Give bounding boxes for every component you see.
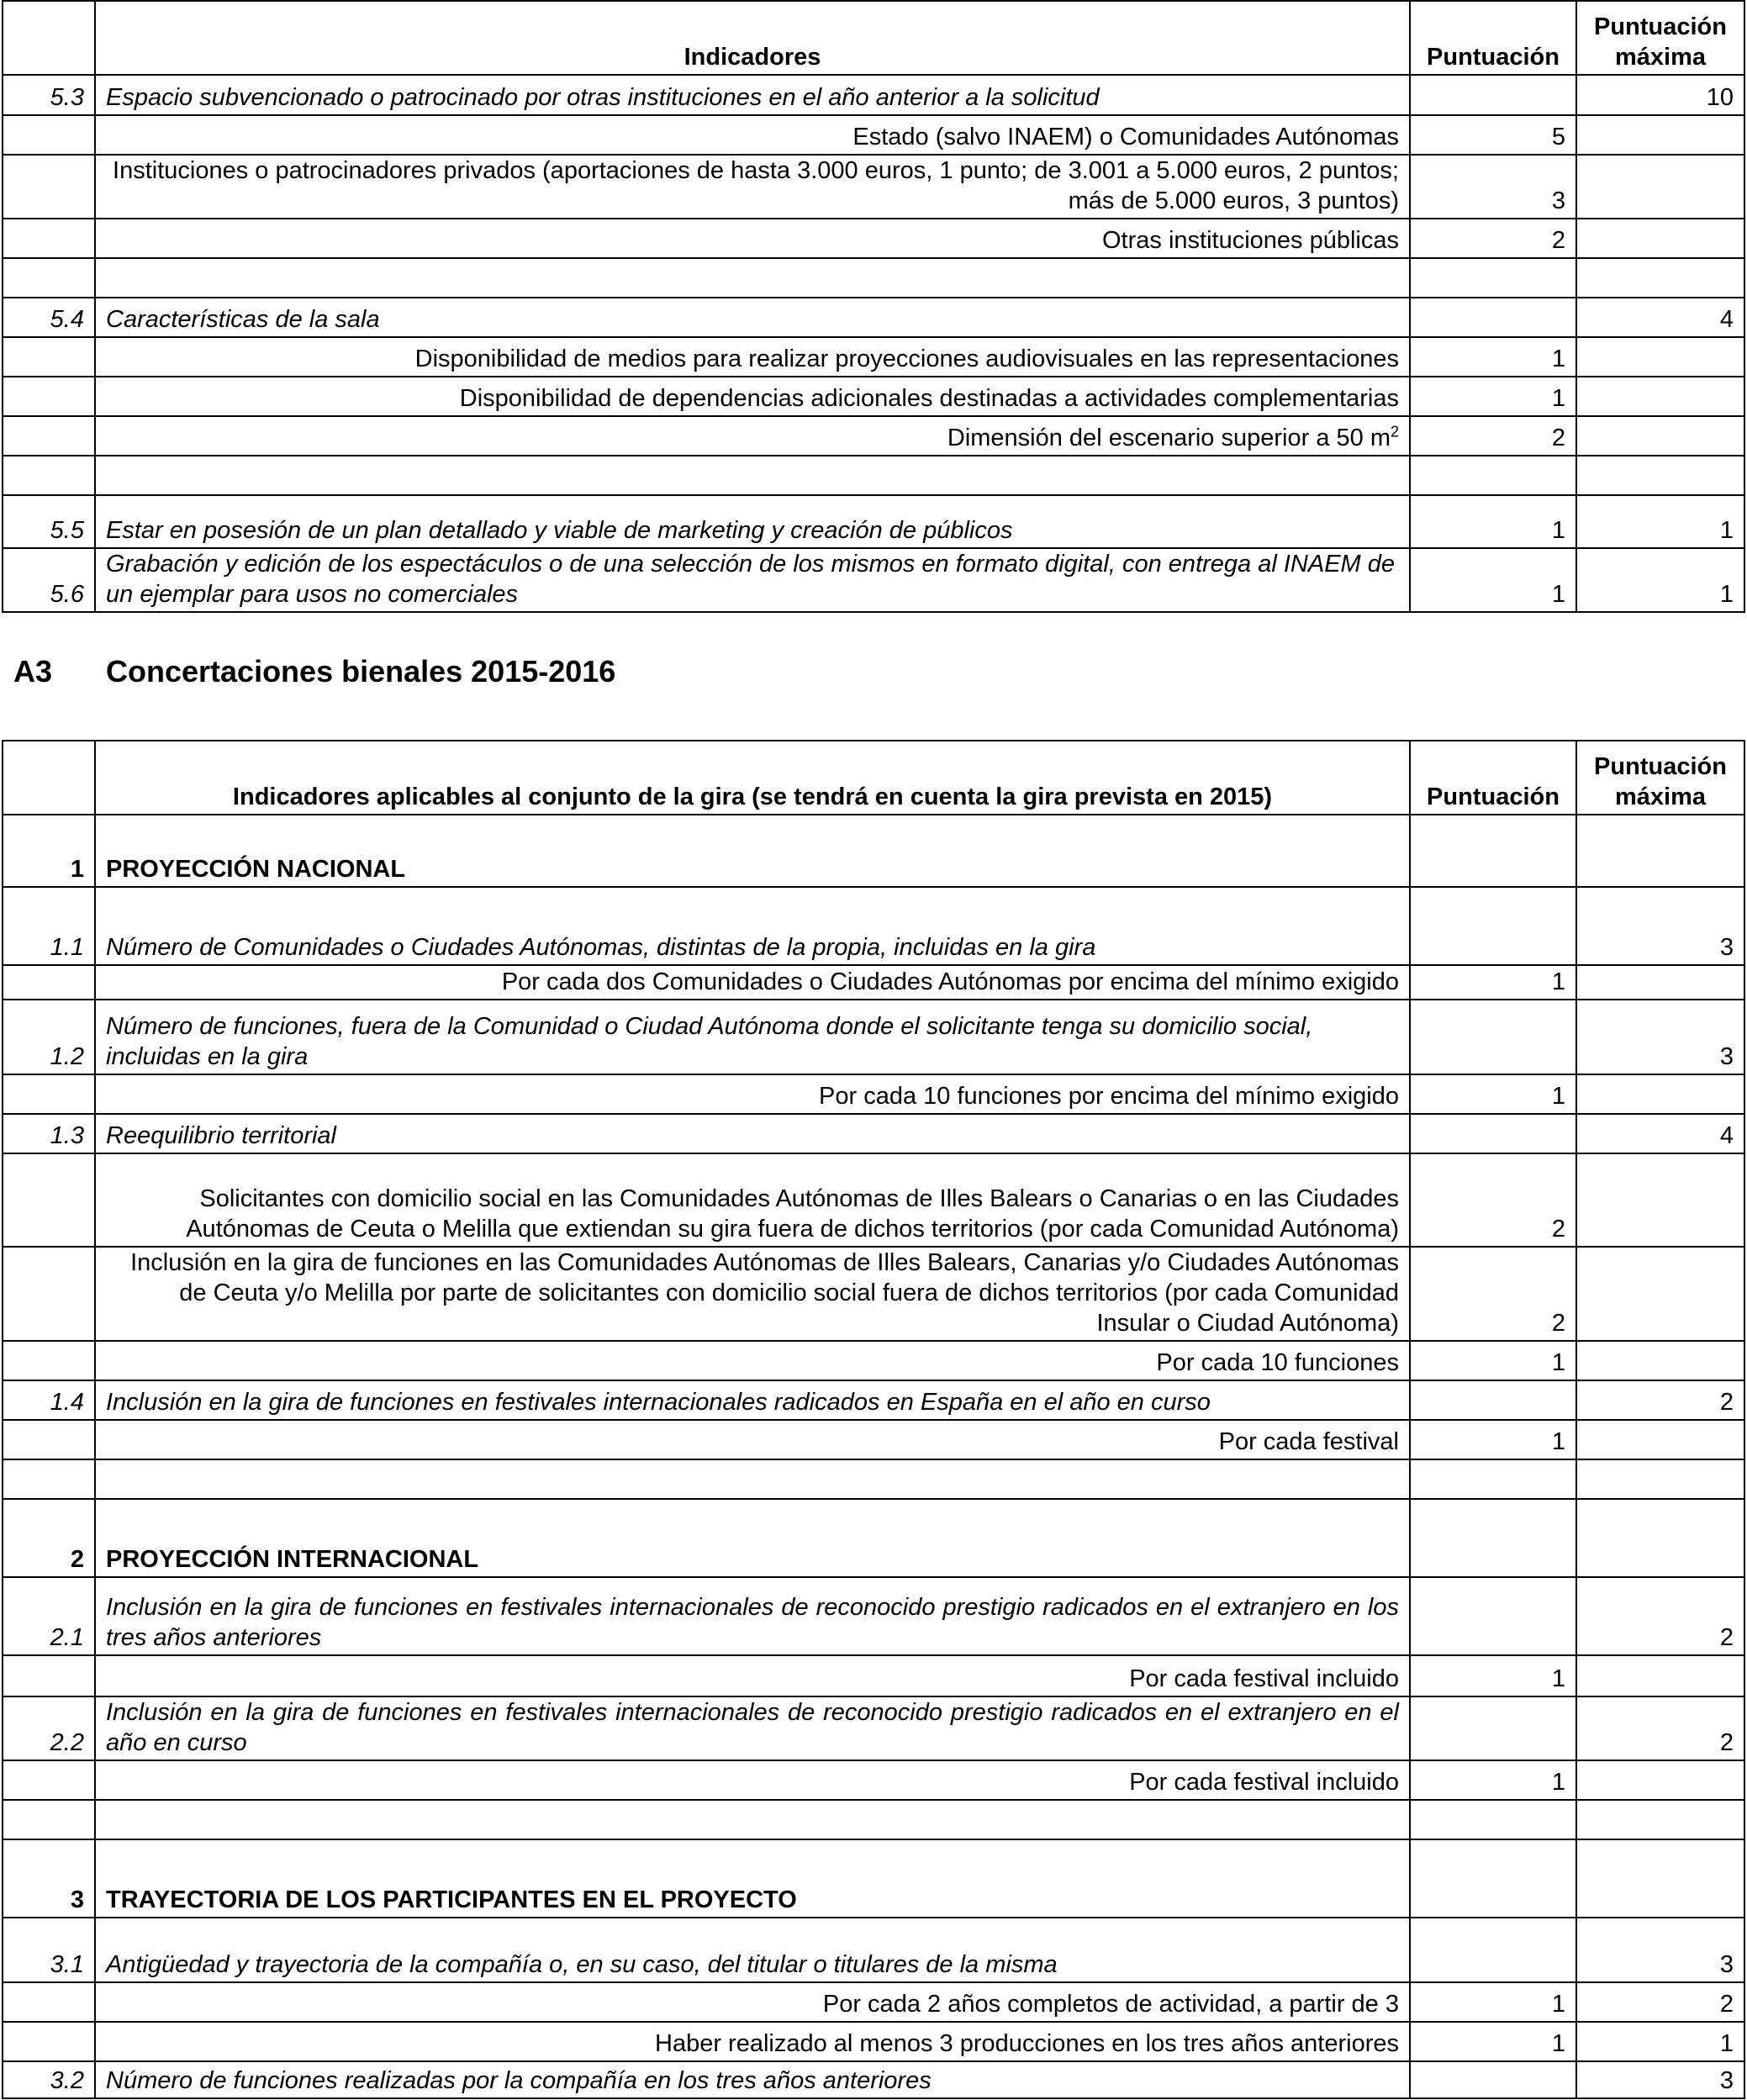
row-number: 5.6	[3, 548, 95, 612]
criterion-text: Disponibilidad de medios para realizar proyecciones audiovisuales en las representaciones	[95, 337, 1410, 377]
criterion-text: Disponibilidad de dependencias adicionales destinadas a actividades complementarias	[95, 377, 1410, 416]
indicator-text: Características de la sala	[95, 298, 1410, 337]
criterion-text: Dimensión del escenario superior a 50 m	[947, 425, 1391, 451]
section-row	[3, 1499, 1744, 1577]
header-num-cell	[3, 1, 95, 75]
indicator-text: Estar en posesión de un plan detallado y viable de marketing y creación de públicos	[95, 495, 1410, 548]
table-row	[3, 1074, 1744, 1114]
section-label: TRAYECTORIA DE LOS PARTICIPANTES EN EL PROYECTO	[95, 1839, 1410, 1918]
row-number: 1.3	[3, 1114, 95, 1153]
criterion-cell	[95, 416, 1410, 456]
section-code: A3	[13, 654, 53, 689]
criterion-text: Por cada 2 años completos de actividad, a partir de 3	[95, 1982, 1410, 2022]
row-number: 1.1	[3, 887, 95, 965]
score-cell: 1	[1410, 495, 1576, 548]
max-score-cell: 10	[1576, 75, 1744, 115]
max-score-cell: 2	[1576, 1982, 1744, 2022]
section-row	[3, 1839, 1744, 1918]
row-number: 3	[3, 1839, 95, 1918]
section-label: PROYECCIÓN NACIONAL	[95, 815, 1410, 887]
table-row	[3, 1420, 1744, 1459]
row-number: 1.2	[3, 1000, 95, 1074]
score-cell	[1410, 75, 1576, 115]
scoring-table-a3	[2, 740, 1745, 2099]
table-row	[3, 337, 1744, 377]
score-cell: 1	[1410, 965, 1576, 1000]
criterion-text: Otras instituciones públicas	[95, 219, 1410, 258]
section-row	[3, 815, 1744, 887]
score-cell: 2	[1410, 1247, 1576, 1341]
table-row	[3, 1341, 1744, 1380]
header-score: Puntuación	[1410, 741, 1576, 815]
max-score-cell: 3	[1576, 887, 1744, 965]
criterion-text: Por cada festival incluido	[95, 1760, 1410, 1800]
criterion-text: Estado (salvo INAEM) o Comunidades Autónomas	[95, 115, 1410, 155]
table-row	[3, 548, 1744, 612]
table-row	[3, 1000, 1744, 1074]
indicator-text: Espacio subvencionado o patrocinado por otras instituciones en el año anterior a la solicitud	[95, 75, 1410, 115]
table-row	[3, 495, 1744, 548]
criterion-text: Por cada festival incluido	[95, 1655, 1410, 1696]
criterion-text: Por cada 10 funciones por encima del mínimo exigido	[95, 1074, 1410, 1114]
empty-row	[3, 456, 1744, 495]
table-header-row	[3, 1, 1744, 75]
table-row	[3, 115, 1744, 155]
table-row	[3, 2022, 1744, 2061]
indicator-text: Reequilibrio territorial	[95, 1114, 1410, 1153]
section-label: PROYECCIÓN INTERNACIONAL	[95, 1499, 1410, 1577]
table-row	[3, 1982, 1744, 2022]
table-row	[3, 2061, 1744, 2098]
indicator-text: Inclusión en la gira de funciones en festivales internacionales de reconocido prestigio radicados en el extranjero en los tres años anteriores	[95, 1577, 1410, 1655]
table-row	[3, 1696, 1744, 1760]
table-header-row	[3, 741, 1744, 815]
section-heading	[13, 654, 615, 689]
indicator-text: Inclusión en la gira de funciones en festivales internacionales de reconocido prestigio radicados en el extranjero en el año en curso	[95, 1696, 1410, 1760]
table-row	[3, 1380, 1744, 1420]
criterion-text: Instituciones o patrocinadores privados (aportaciones de hasta 3.000 euros, 1 punto; de 3.001 a 5.000 euros, 2 puntos; más de 5.000 euros, 3 puntos)	[95, 155, 1410, 219]
score-cell: 5	[1410, 115, 1576, 155]
score-cell: 1	[1410, 1655, 1576, 1696]
criterion-text: Inclusión en la gira de funciones en las Comunidades Autónomas de Illes Balears, Canarias y/o Ciudades Autónomas de Ceuta y/o Melilla por parte de solicitantes con domicilio social fuera de dichos territorios (por cada Comunidad Insular o Ciudad Autónoma)	[95, 1247, 1410, 1341]
table-row	[3, 1114, 1744, 1153]
table-row	[3, 1153, 1744, 1247]
table-row	[3, 377, 1744, 416]
score-cell: 3	[1410, 155, 1576, 219]
max-score-cell: 2	[1576, 1696, 1744, 1760]
score-cell: 1	[1410, 1760, 1576, 1800]
header-max-score: Puntuación máxima	[1576, 741, 1744, 815]
table-row	[3, 298, 1744, 337]
max-score-cell: 1	[1576, 495, 1744, 548]
row-number: 2.2	[3, 1696, 95, 1760]
max-score-cell: 3	[1576, 1000, 1744, 1074]
table-row	[3, 1577, 1744, 1655]
criterion-text: Haber realizado al menos 3 producciones en los tres años anteriores	[95, 2022, 1410, 2061]
score-cell: 1	[1410, 1982, 1576, 2022]
score-cell: 2	[1410, 219, 1576, 258]
indicator-text: Número de funciones realizadas por la compañía en los tres años anteriores	[95, 2061, 1410, 2098]
score-cell: 1	[1410, 2022, 1576, 2061]
score-cell: 1	[1410, 337, 1576, 377]
indicator-text: Número de funciones, fuera de la Comunidad o Ciudad Autónoma donde el solicitante tenga su domicilio social, incluidas en la gira	[95, 1000, 1410, 1074]
score-cell: 1	[1410, 377, 1576, 416]
row-number: 5.3	[3, 75, 95, 115]
row-number: 2	[3, 1499, 95, 1577]
max-score-cell: 2	[1576, 1577, 1744, 1655]
score-cell: 1	[1410, 1420, 1576, 1459]
score-cell: 1	[1410, 548, 1576, 612]
header-indicators: Indicadores	[95, 1, 1410, 75]
criterion-text: Solicitantes con domicilio social en las Comunidades Autónomas de Illes Balears o Canarias o en las Ciudades Autónomas de Ceuta o Melilla que extiendan su gira fuera de dichos territorios (por cada Comunidad Autónoma)	[95, 1153, 1410, 1247]
table-row	[3, 1760, 1744, 1800]
score-cell: 1	[1410, 1341, 1576, 1380]
table-row	[3, 1247, 1744, 1341]
score-cell: 1	[1410, 1074, 1576, 1114]
max-score-cell: 3	[1576, 1918, 1744, 1982]
empty-row	[3, 1800, 1744, 1839]
criterion-text: Por cada dos Comunidades o Ciudades Autónomas por encima del mínimo exigido	[95, 965, 1410, 1000]
header-score: Puntuación	[1410, 1, 1576, 75]
max-score-cell: 1	[1576, 548, 1744, 612]
score-cell: 2	[1410, 416, 1576, 456]
section-title: Concertaciones bienales 2015-2016	[106, 654, 616, 689]
scoring-table-a2	[2, 0, 1745, 613]
max-score-cell: 2	[1576, 1380, 1744, 1420]
indicator-text: Grabación y edición de los espectáculos o de una selección de los mismos en formato digital, con entrega al INAEM de un ejemplar para usos no comerciales	[95, 548, 1410, 612]
table-row	[3, 155, 1744, 219]
table-row	[3, 1918, 1744, 1982]
criterion-text: Por cada festival	[95, 1420, 1410, 1459]
table-row	[3, 75, 1744, 115]
indicator-text: Inclusión en la gira de funciones en festivales internacionales radicados en España en el año en curso	[95, 1380, 1410, 1420]
row-number: 1	[3, 815, 95, 887]
row-number: 5.4	[3, 298, 95, 337]
row-number: 3.2	[3, 2061, 95, 2098]
indicator-text: Número de Comunidades o Ciudades Autónomas, distintas de la propia, incluidas en la gira	[95, 887, 1410, 965]
score-cell: 2	[1410, 1153, 1576, 1247]
max-score-cell: 1	[1576, 2022, 1744, 2061]
table-row	[3, 887, 1744, 965]
table-row	[3, 219, 1744, 258]
max-score-cell: 4	[1576, 1114, 1744, 1153]
row-number: 2.1	[3, 1577, 95, 1655]
header-num-cell	[3, 741, 95, 815]
row-number: 5.5	[3, 495, 95, 548]
header-max-score: Puntuación máxima	[1576, 1, 1744, 75]
max-score-cell: 3	[1576, 2061, 1744, 2098]
table-row	[3, 1655, 1744, 1696]
header-indicators: Indicadores aplicables al conjunto de la gira (se tendrá en cuenta la gira prevista en 2015)	[95, 741, 1410, 815]
empty-row	[3, 258, 1744, 298]
row-number: 1.4	[3, 1380, 95, 1420]
superscript: 2	[1390, 423, 1399, 441]
indicator-text: Antigüedad y trayectoria de la compañía o, en su caso, del titular o titulares de la misma	[95, 1918, 1410, 1982]
criterion-text: Por cada 10 funciones	[95, 1341, 1410, 1380]
row-number: 3.1	[3, 1918, 95, 1982]
empty-row	[3, 1459, 1744, 1499]
table-row	[3, 416, 1744, 456]
max-score-cell: 4	[1576, 298, 1744, 337]
table-row	[3, 965, 1744, 1000]
